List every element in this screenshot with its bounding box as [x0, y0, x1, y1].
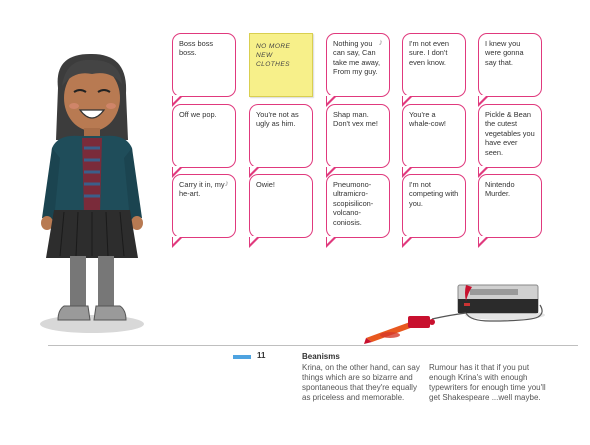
divider — [48, 345, 578, 346]
speech-bubble — [326, 104, 390, 168]
bubble-text: Nintendo Murder. — [485, 180, 515, 199]
speech-bubble — [249, 104, 313, 168]
bubble-text: Shap man. Don't vex me! — [333, 110, 378, 129]
bubble-text: I'm not competing with you. — [409, 180, 459, 208]
music-note-icon: ♪ — [224, 178, 229, 188]
speech-bubble — [478, 33, 542, 97]
bubble-text: Pneumono-ultramicro-scopisilicon-volcano-coniosis. — [333, 180, 374, 227]
note-text: NO MORE NEW CLOTHES — [256, 43, 291, 68]
bubble-text: You're a whale-cow! — [409, 110, 446, 129]
bubble-text: Carry it in, my he-art. — [179, 180, 225, 199]
girl-character-illustration — [30, 48, 150, 338]
speech-bubble — [326, 33, 390, 97]
bubble-text: Owie! — [256, 180, 275, 189]
speech-bubble — [402, 33, 466, 97]
page-number: 11 — [257, 351, 266, 360]
section-heading: Beanisms — [302, 352, 340, 361]
speech-bubble — [172, 174, 236, 238]
bubble-text: You're not as ugly as him. — [256, 110, 299, 129]
page-marker-bar — [233, 355, 251, 359]
sticky-note — [249, 33, 313, 97]
bubble-text: Pickle & Bean the cutest vegetables you have ever seen. — [485, 110, 535, 157]
bubble-text: Off we pop. — [179, 110, 217, 119]
speech-bubble — [326, 174, 390, 238]
speech-bubble — [478, 104, 542, 168]
speech-bubble — [478, 174, 542, 238]
blood-knife-illustration — [360, 304, 440, 344]
body-paragraph-2: Rumour has it that if you put enough Krina's with enough typewriters for enough time you'll get Shakespeare ...well maybe. — [429, 363, 546, 402]
speech-bubble — [249, 174, 313, 238]
bubble-text: I'm not even sure. I don't even know. — [409, 39, 450, 67]
speech-bubble — [402, 174, 466, 238]
bubble-text: Nothing you can say, Can take me away, From my guy. — [333, 39, 381, 77]
music-note-icon: ♪ — [378, 37, 383, 47]
body-paragraph-1: Krina, on the other hand, can say things which are so bizarre and spontaneous that they're equally as priceless and memorable. — [302, 363, 420, 402]
bubble-text: Boss boss boss. — [179, 39, 214, 58]
bubble-text: I knew you were gonna say that. — [485, 39, 524, 67]
speech-bubble — [172, 33, 236, 97]
speech-bubble — [402, 104, 466, 168]
speech-bubble — [172, 104, 236, 168]
